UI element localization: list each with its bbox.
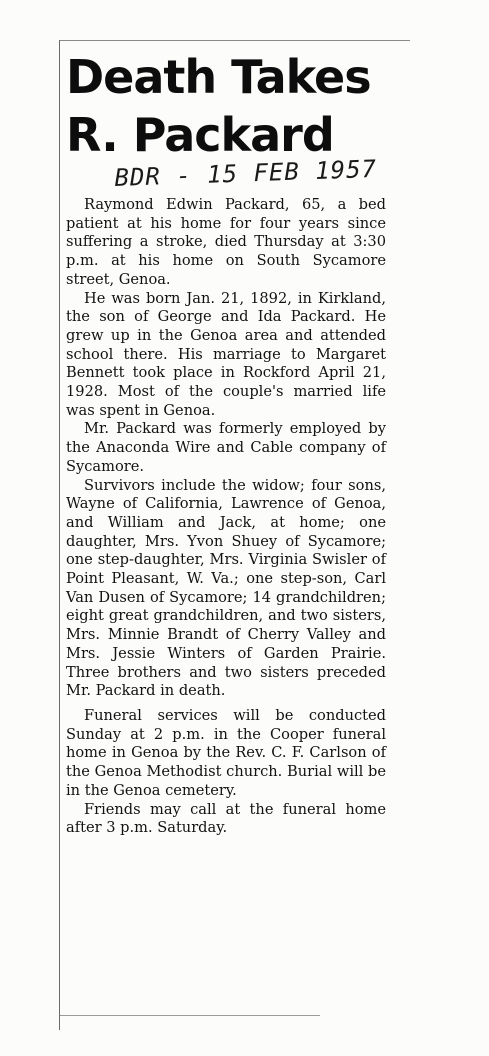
headline-line-1: Death Takes — [66, 50, 371, 104]
paragraph-survivors: Survivors include the widow; four sons, Wayne of California, Lawrence of Genoa, and William and Jack, at home; one daughter, Mrs. Yvon Shuey of Sycamore; one step-daughter, Mrs. Virginia Swisler of Point Pleasant, W. Va.; one step-son, Carl Van Dusen of Sycamore; 14 grandchildren; eight great grandchildren, and two sisters, Mrs. Minnie Brandt of Cherry Valley and Mrs. Jessie Winters of Garden Prairie. Three brothers and two sisters preceded Mr. Packard in death. — [66, 476, 386, 700]
obituary-body — [66, 196, 386, 838]
paragraph-biography: He was born Jan. 21, 1892, in Kirkland, the son of George and Ida Packard. He grew up in the Genoa area and attended school there. His marriage to Margaret Bennett took place in Rockford April 21, 1928. Most of the couple's married life was spent in Genoa. — [66, 289, 386, 419]
newspaper-clipping — [66, 48, 384, 164]
paragraph-employment: Mr. Packard was formerly employed by the Anaconda Wire and Cable company of Sycamore. — [66, 420, 386, 475]
clipping-bottom-edge — [60, 1015, 320, 1016]
headline-line-2: R. Packard — [66, 108, 334, 162]
clipping-top-edge — [60, 40, 410, 41]
paragraph-death-notice: Raymond Edwin Packard, 65, a bed patient at his home for four years since suffering a stroke, died Thursday at 3:30 p.m. at his home on South Sycamore street, Genoa. — [66, 196, 386, 288]
clipping-left-edge — [59, 40, 60, 1030]
paragraph-visitation: Friends may call at the funeral home after 3 p.m. Saturday. — [66, 800, 386, 837]
handwritten-date-note: BDR - 15 FEB 1957 — [114, 154, 378, 192]
paragraph-funeral-services: Funeral services will be conducted Sunday at 2 p.m. in the Cooper funeral home in Genoa by the Rev. C. F. Carlson of the Genoa Methodist church. Burial will be in the Genoa cemetery. — [66, 706, 386, 799]
